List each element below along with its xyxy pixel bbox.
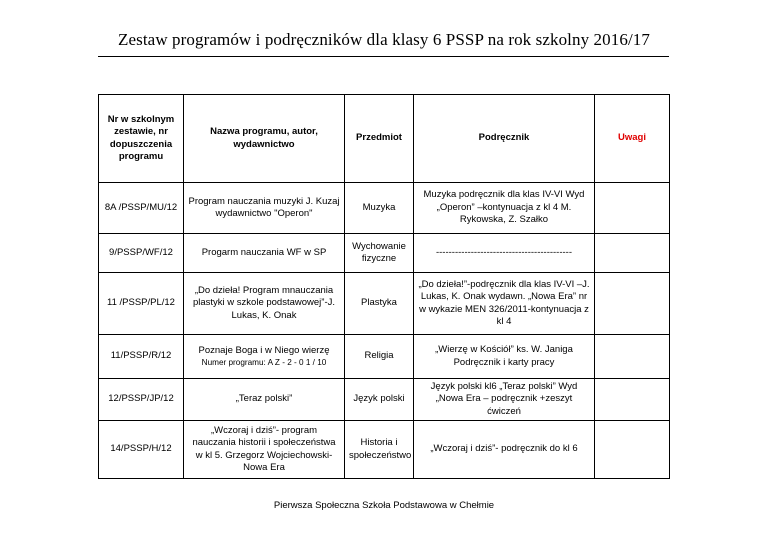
cell-notes — [595, 183, 670, 234]
cell-book: Muzyka podręcznik dla klas IV-VI Wyd „Operon” –kontynuacja z kl 4 M. Rykowska, Z. Szałko — [414, 183, 595, 234]
page-title: Zestaw programów i podręczników dla klasy 6 PSSP na rok szkolny 2016/17 — [118, 30, 650, 49]
cell-nr: 8A /PSSP/MU/12 — [99, 183, 184, 234]
title-underline — [98, 56, 669, 57]
cell-book: Język polski kl6 „Teraz polski” Wyd „Nowa Era – podręcznik +zeszyt ćwiczeń — [414, 379, 595, 421]
cell-nr: 11 /PSSP/PL/12 — [99, 273, 184, 335]
program-name: Poznaje Boga i w Niego wierzę — [198, 344, 330, 356]
cell-nr: 9/PSSP/WF/12 — [99, 234, 184, 273]
cell-program — [184, 335, 345, 379]
cell-subject: Religia — [345, 335, 414, 379]
header-nr: Nr w szkolnym zestawie, nr dopuszczenia programu — [99, 95, 184, 183]
cell-book: „Do dzieła!”-podręcznik dla klas IV-VI –J. Lukas, K. Onak wydawn. „Nowa Era” nr w wykazie MEN 326/2011-kontynuacja z kl 4 — [414, 273, 595, 335]
table-header-row — [99, 95, 670, 183]
table-row — [99, 421, 670, 479]
header-program: Nazwa programu, autor, wydawnictwo — [184, 95, 345, 183]
cell-book: ------------------------------------------- — [414, 234, 595, 273]
cell-nr: 14/PSSP/H/12 — [99, 421, 184, 479]
cell-program: Program nauczania muzyki J. Kuzaj wydawnictwo "Operon" — [184, 183, 345, 234]
program-number: Numer programu: A Z - 2 - 0 1 / 10 — [201, 358, 327, 368]
cell-book: „Wierzę w Kościół” ks. W. Janiga Podręcznik i karty pracy — [414, 335, 595, 379]
cell-program: „Do dzieła! Program mnauczania plastyki w szkole podstawowej”-J. Lukas, K. Onak — [184, 273, 345, 335]
page-footer: Pierwsza Społeczna Szkoła Podstawowa w Chełmie — [273, 500, 495, 511]
header-notes: Uwagi — [595, 95, 670, 183]
cell-program: „Teraz polski” — [184, 379, 345, 421]
cell-program: „Wczoraj i dziś”- program nauczania historii i społeczeństwa w kl 5. Grzegorz Wojciechowski- Nowa Era — [184, 421, 345, 479]
cell-subject: Plastyka — [345, 273, 414, 335]
table-row — [99, 183, 670, 234]
table-row — [99, 379, 670, 421]
cell-nr: 12/PSSP/JP/12 — [99, 379, 184, 421]
cell-book: „Wczoraj i dziś”- podręcznik do kl 6 — [414, 421, 595, 479]
cell-program: Progarm nauczania WF w SP — [184, 234, 345, 273]
header-book: Podręcznik — [414, 95, 595, 183]
cell-nr: 11/PSSP/R/12 — [99, 335, 184, 379]
cell-notes — [595, 379, 670, 421]
table-row — [99, 273, 670, 335]
cell-notes — [595, 234, 670, 273]
program-table — [98, 94, 670, 479]
cell-subject: Muzyka — [345, 183, 414, 234]
header-subject: Przedmiot — [345, 95, 414, 183]
cell-notes — [595, 421, 670, 479]
cell-subject: Język polski — [345, 379, 414, 421]
table-row — [99, 335, 670, 379]
cell-notes — [595, 273, 670, 335]
table-row — [99, 234, 670, 273]
cell-subject: Historia i społeczeństwo — [345, 421, 414, 479]
cell-notes — [595, 335, 670, 379]
cell-subject: Wychowanie fizyczne — [345, 234, 414, 273]
